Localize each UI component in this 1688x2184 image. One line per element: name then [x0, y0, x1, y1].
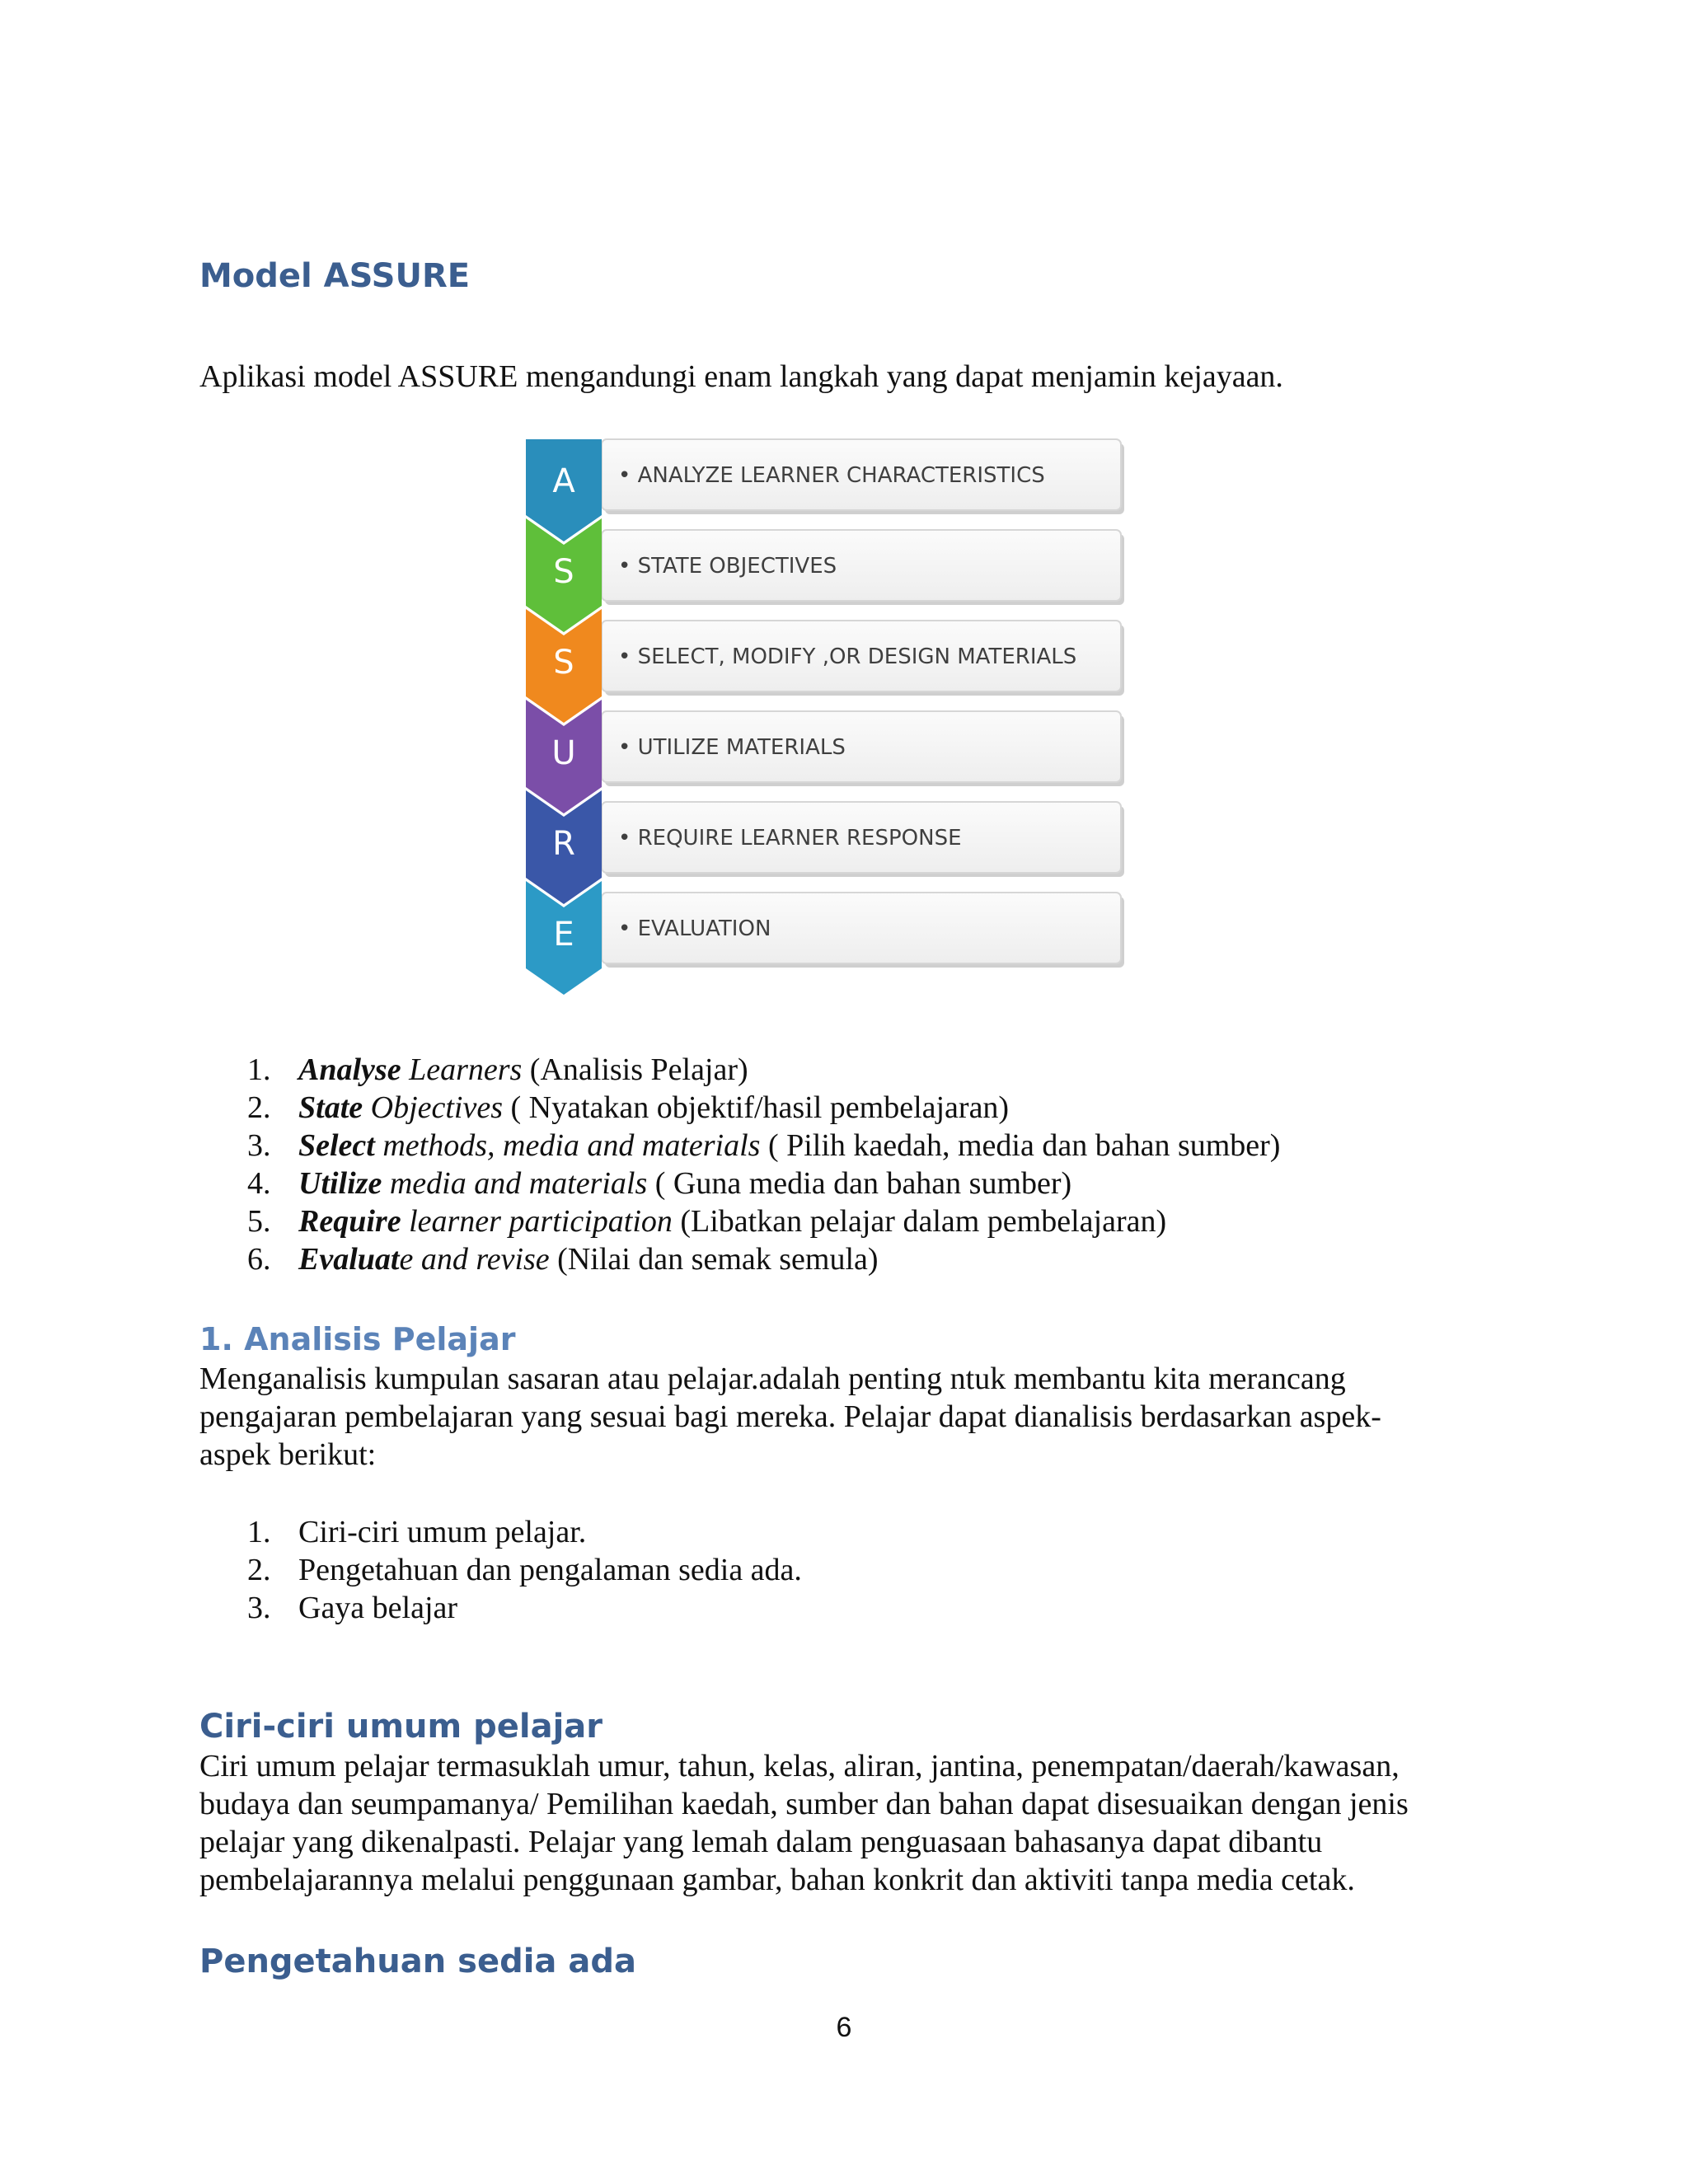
step-letter: S	[553, 644, 574, 682]
list-item: 4. Utilize media and materials ( Guna media dan bahan sumber)	[247, 1166, 1072, 1201]
assure-step	[526, 881, 1124, 995]
assure-diagram-graphic	[519, 433, 1170, 1010]
assure-step	[526, 790, 1124, 904]
step-letter: U	[551, 734, 576, 772]
ciri-paragraph: Ciri umum pelajar termasuklah umur, tahun, kelas, aliran, jantina, penempatan/daerah/kawasan, budaya dan seumpamanya/ Pemilihan kaedah, sumber dan bahan dapat disesuaikan dengan jenis pelajar yang dikenalpasti. Pelajar yang lemah dalam penguasaan bahasanya dapat dibantu pembelajarannya melalui penggunaan gambar, bahan konkrit dan aktiviti tanpa media cetak.	[199, 1749, 1409, 1897]
step-label: • STATE OBJECTIVES	[618, 554, 837, 579]
page-number: 6	[836, 2012, 852, 2043]
assure-diagram	[519, 433, 1170, 1014]
list-item: 3. Select methods, media and materials ( Pilih kaedah, media dan bahan sumber)	[247, 1128, 1281, 1163]
heading-pengetahuan-sedia-ada: Pengetahuan sedia ada	[199, 1943, 636, 1980]
assure-step	[526, 439, 1124, 541]
assure-steps-list	[247, 1051, 1280, 1278]
assure-step	[526, 700, 1124, 813]
step-label: • ANALYZE LEARNER CHARACTERISTICS	[618, 463, 1045, 488]
step-label: • REQUIRE LEARNER RESPONSE	[618, 826, 962, 851]
list-item: 1. Analyse Learners (Analisis Pelajar)	[247, 1052, 748, 1087]
list-item: 6. Evaluate and revise (Nilai dan semak semula)	[247, 1242, 879, 1277]
analisis-aspects-list	[247, 1513, 802, 1627]
assure-step	[526, 518, 1124, 632]
analisis-paragraph: Menganalisis kumpulan sasaran atau pelajar.adalah penting ntuk membantu kita merancang pengajaran pembelajaran yang sesuai bagi mereka. Pelajar dapat dianalisis berdasarkan aspek- aspek berikut:	[199, 1361, 1381, 1472]
step-letter: E	[553, 916, 574, 954]
list-item: 5. Require learner participation (Libatkan pelajar dalam pembelajaran)	[247, 1204, 1167, 1239]
list-item: 2. State Objectives ( Nyatakan objektif/hasil pembelajaran)	[247, 1090, 1010, 1125]
step-letter: R	[552, 825, 575, 863]
heading-model-assure: Model ASSURE	[199, 257, 471, 295]
list-item: 2. Pengetahuan dan pengalaman sedia ada.	[247, 1553, 802, 1587]
list-item: 1. Ciri-ciri umum pelajar.	[247, 1515, 587, 1549]
step-letter: A	[552, 462, 575, 500]
step-letter: S	[553, 553, 574, 591]
intro-paragraph: Aplikasi model ASSURE mengandungi enam langkah yang dapat menjamin kejayaan.	[199, 359, 1283, 394]
step-label: • EVALUATION	[618, 916, 771, 941]
step-label: • UTILIZE MATERIALS	[618, 735, 846, 760]
assure-step	[526, 609, 1124, 723]
heading-ciri-umum-pelajar: Ciri-ciri umum pelajar	[199, 1708, 603, 1746]
heading-analisis-pelajar: 1. Analisis Pelajar	[199, 1321, 516, 1357]
list-item: 3. Gaya belajar	[247, 1591, 458, 1625]
step-label: • SELECT, MODIFY ,OR DESIGN MATERIALS	[618, 644, 1077, 669]
